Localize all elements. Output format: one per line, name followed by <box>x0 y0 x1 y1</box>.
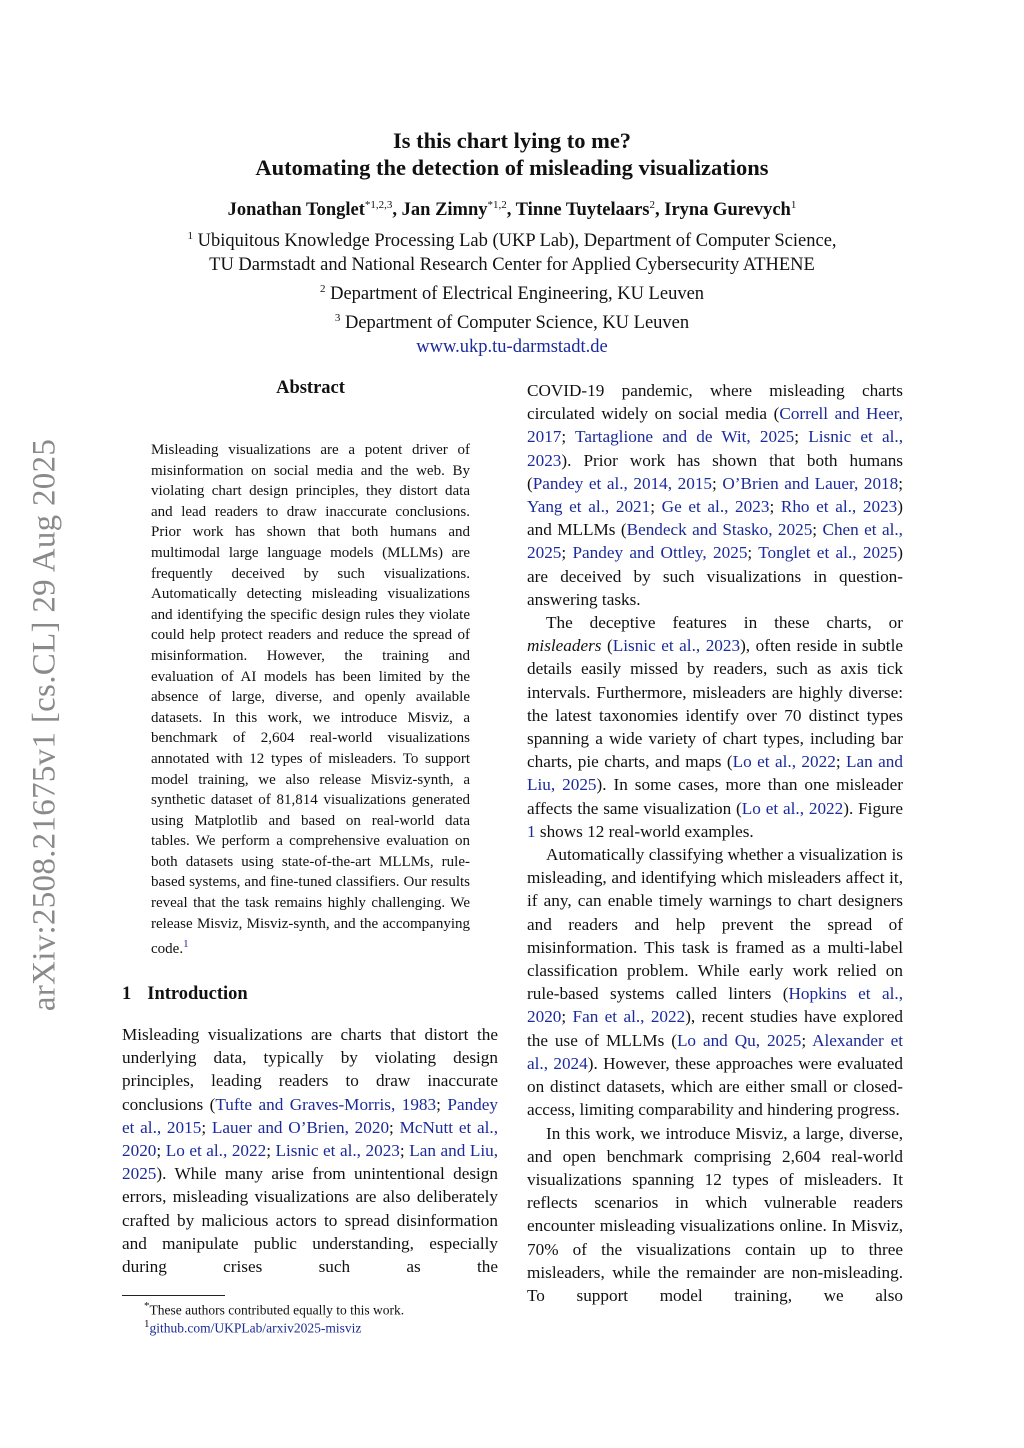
text-run: ; <box>561 427 576 447</box>
paragraph <box>527 379 903 611</box>
affiliations <box>0 224 1024 359</box>
author-name: Tinne Tuytelaars <box>515 200 650 221</box>
citation-link[interactable]: Fan et al., 2022 <box>572 1007 686 1027</box>
title-line-2: Automating the detection of misleading visualizations <box>255 155 769 180</box>
citation-link[interactable]: Alexander et al., 2024 <box>527 1030 904 1073</box>
text-run: ; <box>712 473 723 493</box>
author-list <box>0 199 1024 221</box>
citation-link[interactable]: Pandey et al., 2014, 2015 <box>532 473 713 493</box>
citation-link[interactable]: Chen et al., 2025 <box>527 520 903 563</box>
citation-link[interactable]: Correll and Heer, 2017 <box>527 404 903 447</box>
citation-link[interactable]: Lan and Liu, 2025 <box>527 752 903 795</box>
affiliation-line <box>0 224 1024 253</box>
text-run: ). While many arise from unintentional design errors, misleading visualizations are also deliberately crafted by malicious actors to spread disinformation and manipulate public understanding, especially during crises such as the <box>122 1164 498 1277</box>
affiliation-number: 2 <box>319 283 326 296</box>
citation-link[interactable]: Pandey and Ottley, 2025 <box>572 543 748 563</box>
author-affiliation-marks: *1,2 <box>487 199 507 211</box>
author-separator: , <box>392 200 402 221</box>
citation-link[interactable]: Lisnic et al., 2023 <box>275 1141 400 1161</box>
citation-link[interactable]: Tonglet et al., 2025 <box>758 543 898 563</box>
affiliation-text: Ubiquitous Knowledge Processing Lab (UKP Lab), Department of Computer Science, <box>192 231 837 252</box>
text-run: ). Prior work has shown that both humans ( <box>527 450 903 493</box>
affiliation-text: Department of Computer Science, KU Leuven <box>340 313 690 334</box>
text-run: ). In some cases, more than one misleader affects the same visualization ( <box>527 775 903 818</box>
text-run: ; <box>794 427 809 447</box>
footnote-ref[interactable]: 1 <box>183 938 189 951</box>
text-run: ; <box>156 1141 166 1161</box>
citation-link[interactable]: Lisnic et al., 2023 <box>612 636 741 656</box>
text-run: ; <box>747 543 759 563</box>
text-run: ), recent studies have explored the use of MLLMs ( <box>527 1007 903 1050</box>
text-run: COVID-19 pandemic, where misleading charts circulated widely on social media ( <box>527 381 903 424</box>
footnote-mark: * <box>144 1300 150 1312</box>
text-run: ; <box>561 543 573 563</box>
citation-link[interactable]: O’Brien and Lauer, 2018 <box>722 473 899 493</box>
text-run: ; <box>201 1117 212 1137</box>
left-column-body <box>122 1023 498 1278</box>
affiliation-line <box>0 306 1024 335</box>
github-link[interactable]: github.com/UKPLab/arxiv2025-misviz <box>149 1320 362 1336</box>
author-separator: , <box>655 200 665 221</box>
text-run: In this work, we introduce Misviz, a large, diverse, and open benchmark comprising 2,604 real-world visualizations spanning 12 types of misleaders. It reflects scenarios in which vulnerable readers encounter misleading visualizations online. In Misviz, 70% of the visualizations contain up to three misleaders, while the remainder are non-misleading. To support model training, we also <box>527 1123 903 1305</box>
text-run: Misleading visualizations are a potent driver of misinformation on social media and the web. By violating chart design principles, they distort data and lead readers to draw inaccurate conclusions. Prior work has shown that both humans and multimodal large language models (MLLMs) are frequently deceived by such visualizations. Automatically detecting misleading visualizations and identifying the specific design rules they violate could help protect readers and reduce the spread of misinformation. However, the training and evaluation of AI models has been limited by the absence of large, diverse, and openly available datasets. In this work, we introduce Misviz, a benchmark of 2,604 real-world visualizations annotated with 12 types of misleaders. To support model training, we also release Misviz-synth, a synthetic dataset of 81,814 visualizations generated using Matplotlib and based on real-world data tables. We perform a comprehensive evaluation on both datasets using state-of-the-art MLLMs, rule-based systems, and fine-tuned classifiers. Our results reveal that the task remains highly challenging. We release Misviz, Misviz-synth, and the accompanying code. <box>151 442 470 958</box>
affiliation-text: TU Darmstadt and National Research Center for Applied Cybersecurity ATHENE <box>209 255 815 276</box>
text-run: ) and MLLMs ( <box>527 497 903 540</box>
citation-link[interactable]: Pandey et al., 2015 <box>122 1094 498 1137</box>
text-run: ; <box>812 520 823 540</box>
paragraph <box>527 611 903 843</box>
text-run: ), often reside in subtle details easily missed by readers, such as axis tick intervals. Furthermore, misleaders are highly diverse: the latest taxonomies identify over 70 distinct types spanning a wide variety of chart types, including bar charts, pie charts, and maps ( <box>527 636 903 772</box>
text-run: ; <box>769 497 781 517</box>
paragraph <box>122 1023 498 1278</box>
citation-link[interactable]: Yang et al., 2021 <box>527 497 651 517</box>
citation-link[interactable]: Lisnic et al., 2023 <box>527 427 903 470</box>
affiliation-line <box>0 253 1024 277</box>
citation-link[interactable]: Tartaglione and de Wit, 2025 <box>575 427 795 447</box>
section-heading <box>122 984 264 1005</box>
author-affiliation-marks: 1 <box>790 199 797 211</box>
affiliation-text: Department of Electrical Engineering, KU Leuven <box>325 284 705 305</box>
text-run: Misleading visualizations are charts that distort the underlying data, typically by violating design principles, leading readers to draw inaccurate conclusions ( <box>122 1025 498 1114</box>
emphasis: misleaders <box>527 636 602 656</box>
text-run: ) are deceived by such visualizations in question-answering tasks. <box>527 543 903 609</box>
paragraph <box>527 843 903 1121</box>
citation-link[interactable]: Ge et al., 2023 <box>661 497 770 517</box>
text-run: ( <box>601 636 613 656</box>
paragraph <box>527 1122 903 1308</box>
right-column-body <box>527 379 903 1307</box>
citation-link[interactable]: Tufte and Graves-Morris, 1983 <box>215 1094 437 1114</box>
paragraph <box>151 440 470 960</box>
author-name: Iryna Gurevych <box>664 200 791 221</box>
website-link[interactable]: www.ukp.tu-darmstadt.de <box>416 337 608 358</box>
footnote-mark: 1 <box>144 1318 150 1330</box>
text-run: ; <box>898 473 904 493</box>
text-run: ; <box>436 1094 448 1114</box>
text-run: Automatically classifying whether a visualization is misleading, and identifying which misleaders affect it, if any, can enable timely warnings to chart designers and readers and help prevent the spread of misinformation. This task is framed as a multi-label classification problem. While early work relied on rule-based systems called linters ( <box>527 845 903 1004</box>
abstract-heading: Abstract <box>276 378 345 398</box>
footnote-rule <box>122 1295 225 1296</box>
author-affiliation-marks: 2 <box>649 199 655 211</box>
text-run: ). Figure <box>843 798 903 818</box>
citation-link[interactable]: Lan and Liu, 2025 <box>122 1141 499 1184</box>
text-run: ; <box>389 1117 400 1137</box>
citation-link[interactable]: Lo et al., 2022 <box>732 752 836 772</box>
citation-link[interactable]: Lo et al., 2022 <box>165 1141 267 1161</box>
author-affiliation-marks: *1,2,3 <box>364 199 393 211</box>
text-run: ; <box>835 752 847 772</box>
paper-title <box>0 127 1024 181</box>
text-run: ). However, these approaches were evaluated on distinct datasets, which are either small or closed-access, limiting comparability and hindering progress. <box>527 1053 903 1120</box>
section-title: Introduction <box>147 984 248 1004</box>
text-run: ; <box>561 1007 573 1027</box>
citation-link[interactable]: Hopkins et al., 2020 <box>527 984 903 1027</box>
affiliation-line <box>0 277 1024 306</box>
text-run: ; <box>399 1141 410 1161</box>
text-run: ; <box>801 1030 813 1050</box>
citation-link[interactable]: Rho et al., 2023 <box>780 497 898 517</box>
citation-link[interactable]: Lauer and O’Brien, 2020 <box>211 1117 390 1137</box>
footnote-text: These authors contributed equally to this work. <box>149 1302 405 1318</box>
text-run: shows 12 real-world examples. <box>535 821 754 841</box>
citation-link[interactable]: McNutt et al., 2020 <box>122 1117 498 1161</box>
text-run: ; <box>650 497 662 517</box>
section-number: 1 <box>122 984 132 1004</box>
arxiv-identifier: arXiv:2508.21675v1 [cs.CL] 29 Aug 2025 <box>26 438 63 1012</box>
footnote-code-link <box>122 1315 361 1338</box>
author-name: Jan Zimny <box>401 200 488 221</box>
title-line-1: Is this chart lying to me? <box>392 128 632 153</box>
author-separator: , <box>506 200 516 221</box>
citation-link[interactable]: Lo et al., 2022 <box>741 798 844 818</box>
affiliation-number: 1 <box>187 230 193 242</box>
text-run: The deceptive features in these charts, or <box>546 613 903 633</box>
abstract-text <box>151 425 470 975</box>
citation-link[interactable]: Bendeck and Stasko, 2025 <box>626 520 813 540</box>
text-run: ; <box>266 1141 276 1161</box>
citation-link[interactable]: 1 <box>527 821 536 841</box>
author-name: Jonathan Tonglet <box>227 200 365 221</box>
citation-link[interactable]: Lo and Qu, 2025 <box>676 1030 802 1050</box>
affiliation-number: 3 <box>334 312 341 325</box>
